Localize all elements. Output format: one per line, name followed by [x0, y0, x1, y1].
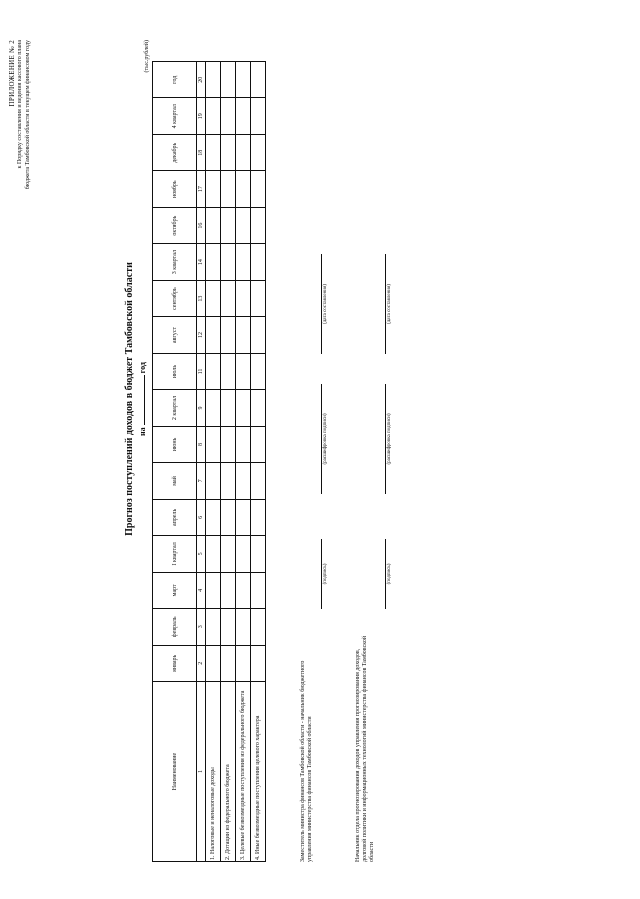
appendix-line-2: бюджета Тамбовской области в текущем финансовом году — [25, 40, 31, 190]
col-number: 5 — [197, 536, 206, 572]
table-cell — [251, 171, 266, 207]
table-cell — [206, 280, 221, 316]
row-label: 3. Целевые безвозмездные поступления из федерального бюджета — [236, 682, 251, 862]
subtitle-prefix: на — [138, 427, 147, 436]
col-number: 2 — [197, 645, 206, 681]
table-cell — [236, 134, 251, 170]
table-cell — [206, 353, 221, 389]
table-cell — [206, 645, 221, 681]
table-cell — [236, 572, 251, 608]
table-cell — [251, 645, 266, 681]
table-cell — [236, 62, 251, 99]
table-cell — [236, 317, 251, 353]
row-label: 2. Дотации из федерального бюджета — [221, 682, 236, 862]
col-header-name: Наименование — [153, 682, 197, 862]
table-cell — [251, 62, 266, 99]
signature-2-label: Начальник отдела прогнозирования доходов управления прогнозирования доходов, долговой политики и информационных технологий министерства финансов Тамбовской области — [355, 635, 375, 862]
units-label: (тыс.рублей) — [144, 40, 150, 73]
table-cell — [221, 171, 236, 207]
table-cell — [251, 317, 266, 353]
signature-1-date-line — [321, 254, 328, 354]
col-number: 14 — [197, 244, 206, 280]
col-header-q1: I квартал — [153, 536, 197, 572]
table-cell — [236, 536, 251, 572]
col-header-dec: декабрь — [153, 134, 197, 170]
col-number: 1 — [197, 682, 206, 862]
col-header-mar: март — [153, 572, 197, 608]
table-cell — [236, 499, 251, 535]
table-cell — [251, 98, 266, 134]
table-cell — [236, 463, 251, 499]
table-row — [236, 62, 251, 862]
col-header-feb: февраль — [153, 609, 197, 645]
table-cell — [236, 98, 251, 134]
col-number: 6 — [197, 499, 206, 535]
table-cell — [221, 609, 236, 645]
table-cell — [236, 609, 251, 645]
table-cell — [251, 134, 266, 170]
col-header-aug: август — [153, 317, 197, 353]
table-cell — [206, 207, 221, 243]
table-cell — [251, 244, 266, 280]
col-number: 18 — [197, 134, 206, 170]
table-cell — [206, 463, 221, 499]
table-cell — [251, 280, 266, 316]
col-header-year: год — [153, 62, 197, 99]
col-number: 4 — [197, 572, 206, 608]
table-cell — [221, 280, 236, 316]
table-cell — [206, 572, 221, 608]
table-cell — [221, 62, 236, 99]
table-cell — [236, 244, 251, 280]
table-cell — [221, 645, 236, 681]
row-label: 1. Налоговые и неналоговые доходы — [206, 682, 221, 862]
table-cell — [221, 536, 236, 572]
signature-1-label: Заместитель министра финансов Тамбовской области - начальник бюджетного управления министерства финансов Тамбовской области — [300, 660, 313, 862]
table-cell — [251, 572, 266, 608]
table-cell — [206, 98, 221, 134]
table-cell — [221, 244, 236, 280]
table-cell — [236, 280, 251, 316]
table-cell — [251, 390, 266, 426]
col-number: 20 — [197, 62, 206, 99]
signature-2-date-line — [385, 254, 392, 354]
table-cell — [251, 499, 266, 535]
table-cell — [236, 171, 251, 207]
col-number: 16 — [197, 207, 206, 243]
col-header-q2: 2 квартал — [153, 390, 197, 426]
col-number: 8 — [197, 426, 206, 462]
col-header-apr: апрель — [153, 499, 197, 535]
appendix-title: ПРИЛОЖЕНИЕ № 2 — [8, 40, 16, 107]
table-cell — [251, 536, 266, 572]
table-cell — [251, 463, 266, 499]
col-header-sep: сентябрь — [153, 280, 197, 316]
table-cell — [206, 426, 221, 462]
col-number: 11 — [197, 353, 206, 389]
signature-2-date-caption: (дата составления) — [387, 284, 392, 324]
table-cell — [206, 499, 221, 535]
col-number: 19 — [197, 98, 206, 134]
year-blank — [144, 375, 145, 425]
col-header-jun: июнь — [153, 426, 197, 462]
signature-1-sign-line — [321, 539, 328, 609]
col-header-nov: ноябрь — [153, 171, 197, 207]
table-cell — [206, 536, 221, 572]
table-cell — [236, 353, 251, 389]
table-cell — [221, 353, 236, 389]
col-header-jan: январь — [153, 645, 197, 681]
signature-1-sign-caption: (подпись) — [323, 563, 328, 585]
table-cell — [251, 207, 266, 243]
col-header-jul: июль — [153, 353, 197, 389]
appendix-line-1: к Порядку составления и ведения кассового плана — [17, 40, 23, 169]
table-cell — [251, 609, 266, 645]
signature-1-decode-caption: (расшифровка подписи) — [323, 413, 328, 465]
table-cell — [221, 572, 236, 608]
signature-1-decode-line — [321, 384, 328, 494]
table-cell — [206, 609, 221, 645]
table-cell — [251, 353, 266, 389]
signature-2-decode-caption: (расшифровка подписи) — [387, 413, 392, 465]
col-header-q3: 3 квартал — [153, 244, 197, 280]
col-header-q4: 4 квартал — [153, 98, 197, 134]
table-cell — [221, 499, 236, 535]
signature-2-sign-line — [385, 539, 392, 609]
table-cell — [236, 426, 251, 462]
signature-2-decode-line — [385, 384, 392, 494]
col-header-may: май — [153, 463, 197, 499]
document-title: Прогноз поступлений доходов в бюджет Тамбовской области — [124, 262, 135, 536]
col-number: 12 — [197, 317, 206, 353]
table-cell — [221, 463, 236, 499]
document-subtitle — [138, 99, 147, 699]
appendix-header — [8, 40, 32, 380]
table-cell — [206, 171, 221, 207]
table-row — [206, 62, 221, 862]
table-cell — [251, 426, 266, 462]
table-cell — [206, 244, 221, 280]
signature-2-sign-caption: (подпись) — [387, 563, 392, 585]
row-label: 4. Иные безвозмездные поступления целевого характера — [251, 682, 266, 862]
table-cell — [221, 390, 236, 426]
table-cell — [206, 134, 221, 170]
table-cell — [221, 207, 236, 243]
table-cell — [206, 390, 221, 426]
col-number: 7 — [197, 463, 206, 499]
col-header-oct: октябрь — [153, 207, 197, 243]
subtitle-suffix: год — [138, 362, 147, 374]
col-number: 9 — [197, 390, 206, 426]
table-cell — [236, 390, 251, 426]
table-cell — [221, 98, 236, 134]
table-cell — [206, 317, 221, 353]
table-cell — [236, 645, 251, 681]
table-cell — [206, 62, 221, 99]
table-row — [221, 62, 236, 862]
col-number: 13 — [197, 280, 206, 316]
col-number: 17 — [197, 171, 206, 207]
table-cell — [236, 207, 251, 243]
table-cell — [221, 426, 236, 462]
forecast-table — [152, 61, 266, 862]
col-number: 3 — [197, 609, 206, 645]
signature-1-date-caption: (дата составления) — [323, 284, 328, 324]
table-cell — [221, 317, 236, 353]
table-cell — [221, 134, 236, 170]
table-row — [251, 62, 266, 862]
